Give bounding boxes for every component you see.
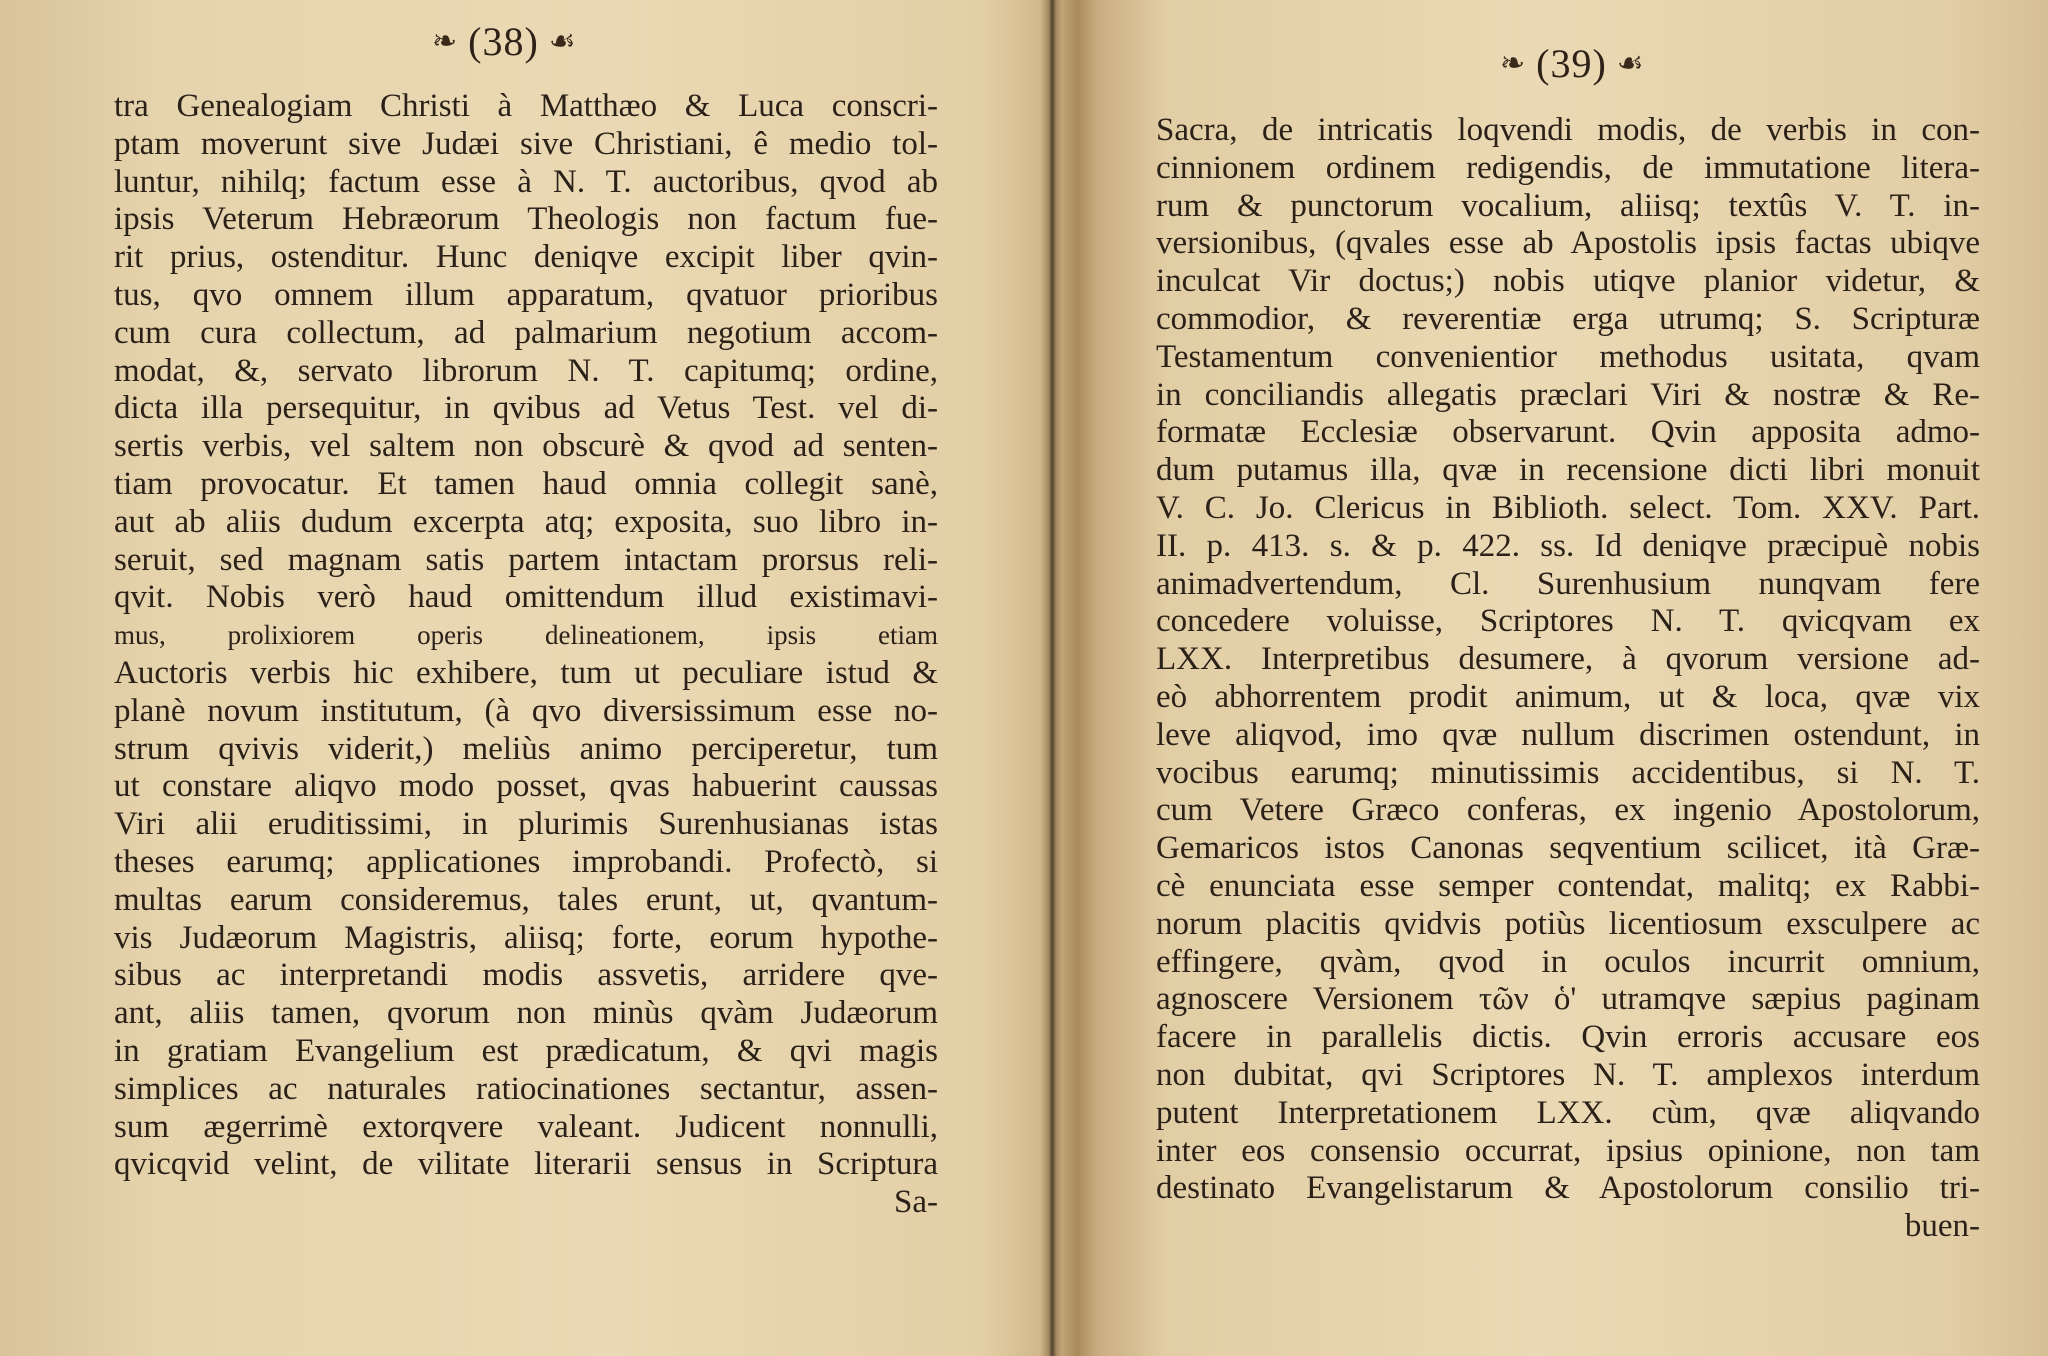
- text-line: seruit, sed magnam satis partem intactam prorsus reli-: [114, 541, 938, 578]
- text-line: vocibus earumq; minutissimis accidentibus, si N. T.: [1156, 754, 1980, 791]
- text-line: dicta illa persequitur, in qvibus ad Vetus Test. vel di-: [114, 390, 938, 427]
- text-line: vis Judæorum Magistris, aliisq; forte, eorum hypothe-: [114, 919, 938, 956]
- text-line: destinato Evangelistarum & Apostolorum consilio tri-: [1156, 1170, 1980, 1207]
- text-line: in conciliandis allegatis præclari Viri & nostræ & Re-: [1156, 376, 1980, 413]
- page-number: (38): [468, 19, 539, 64]
- text-line: rit prius, ostenditur. Hunc deniqve excipit liber qvin-: [114, 239, 938, 276]
- text-line: sertis verbis, vel saltem non obscurè & qvod ad senten-: [114, 428, 938, 465]
- fleuron-left-icon: ❧: [1500, 47, 1527, 80]
- text-line: facere in parallelis dictis. Qvin erroris accusare eos: [1156, 1019, 1980, 1056]
- page-text-block: [114, 88, 938, 1222]
- text-line: planè novum institutum, (à qvo diversissimum esse no-: [114, 692, 938, 729]
- text-line: formatæ Ecclesiæ observarunt. Qvin apposita admo-: [1156, 414, 1980, 451]
- text-line: ant, aliis tamen, qvorum non minùs qvàm Judæorum: [114, 995, 938, 1032]
- text-line: sibus ac interpretandi modis assvetis, arridere qve-: [114, 957, 938, 994]
- text-line: norum placitis qvidvis potiùs licentiosum exsculpere ac: [1156, 905, 1980, 942]
- text-line: inculcat Vir doctus;) nobis utiqve planior videtur, &: [1156, 263, 1980, 300]
- text-line: cum cura collectum, ad palmarium negotium accom-: [114, 314, 938, 351]
- text-line: cè enunciata esse semper contendat, malitq; ex Rabbi-: [1156, 867, 1980, 904]
- text-line: LXX. Interpretibus desumere, à qvorum versione ad-: [1156, 641, 1980, 678]
- text-line: ipsis Veterum Hebræorum Theologis non factum fue-: [114, 201, 938, 238]
- text-line: tiam provocatur. Et tamen haud omnia collegit sanè,: [114, 465, 938, 502]
- text-line: animadvertendum, Cl. Surenhusium nunqvam fere: [1156, 565, 1980, 602]
- catchword: buen-: [1904, 1208, 1980, 1245]
- text-line: commodior, & reverentiæ erga utrumq; S. Scripturæ: [1156, 300, 1980, 337]
- text-line: Gemaricos istos Canonas seqventium scilicet, ità Græ-: [1156, 830, 1980, 867]
- text-line: effingere, qvàm, qvod in oculos incurrit omnium,: [1156, 943, 1980, 980]
- page-number: (39): [1536, 41, 1607, 86]
- text-line: ptam moverunt sive Judæi sive Christiani, ê medio tol-: [114, 125, 938, 162]
- text-line: cum Vetere Græco conferas, ex ingenio Apostolorum,: [1156, 792, 1980, 829]
- text-line: dum putamus illa, qvæ in recensione dicti libri monuit: [1156, 452, 1980, 489]
- right-page: [1062, 0, 2048, 1356]
- text-line: versionibus, (qvales esse ab Apostolis ipsis factas ubiqve: [1156, 225, 1980, 262]
- catchword: Sa-: [894, 1184, 938, 1221]
- fleuron-left-icon: ❧: [432, 25, 459, 58]
- text-line: V. C. Jo. Clericus in Biblioth. select. Tom. XXV. Part.: [1156, 489, 1980, 526]
- text-line: ut constare aliqvo modo posset, qvas habuerint caussas: [114, 768, 938, 805]
- text-line: in gratiam Evangelium est prædicatum, & qvi magis: [114, 1032, 938, 1069]
- text-line: luntur, nihilq; factum esse à N. T. auctoribus, qvod ab: [114, 163, 938, 200]
- text-line: simplices ac naturales ratiocinationes sectantur, assen-: [114, 1070, 938, 1107]
- text-line: Testamentum convenientior methodus usitata, qvam: [1156, 338, 1980, 375]
- book-gutter: [1040, 0, 1062, 1356]
- text-line: eò abhorrentem prodit animum, ut & loca, qvæ vix: [1156, 678, 1980, 715]
- text-line: cinnionem ordinem redigendis, de immutatione litera-: [1156, 149, 1980, 186]
- text-line: agnoscere Versionem τῶν ὁ' utramqve sæpius paginam: [1156, 981, 1980, 1018]
- text-line: non dubitat, qvi Scriptores N. T. amplexos interdum: [1156, 1056, 1980, 1093]
- text-line: leve aliqvod, imo qvæ nullum discrimen ostendunt, in: [1156, 716, 1980, 753]
- text-line: tus, qvo omnem illum apparatum, qvatuor prioribus: [114, 276, 938, 313]
- fleuron-right-icon: ☙: [548, 25, 577, 58]
- text-line: strum qvivis viderit,) meliùs animo perciperetur, tum: [114, 730, 938, 767]
- text-line: II. p. 413. s. & p. 422. ss. Id deniqve præcipuè nobis: [1156, 527, 1980, 564]
- text-line: Auctoris verbis hic exhibere, tum ut peculiare istud &: [114, 654, 938, 691]
- text-line: tra Genealogiam Christi à Matthæo & Luca conscri-: [114, 88, 938, 124]
- fleuron-right-icon: ☙: [1616, 47, 1645, 80]
- page-number-header: [1500, 40, 1645, 87]
- text-line: sum ægerrimè extorqvere valeant. Judicent nonnulli,: [114, 1108, 938, 1145]
- text-line: mus, prolixiorem operis delineationem, ipsis etiam: [114, 620, 938, 651]
- text-line: multas earum consideremus, tales erunt, ut, qvantum-: [114, 881, 938, 918]
- text-line: inter eos consensio occurrat, ipsius opinione, non tam: [1156, 1132, 1980, 1169]
- text-line: modat, &, servato librorum N. T. capitumq; ordine,: [114, 352, 938, 389]
- page-text-block: [1156, 112, 1980, 1246]
- page-number-header: [432, 18, 577, 65]
- text-line: qvit. Nobis verò haud omittendum illud existimavi-: [114, 579, 938, 616]
- text-line: concedere voluisse, Scriptores N. T. qvicqvam ex: [1156, 603, 1980, 640]
- text-line: putent Interpretationem LXX. cùm, qvæ aliqvando: [1156, 1094, 1980, 1131]
- text-line: qvicqvid velint, de vilitate literarii sensus in Scriptura: [114, 1146, 938, 1183]
- text-line: aut ab aliis dudum excerpta atq; exposita, suo libro in-: [114, 503, 938, 540]
- text-line: Sacra, de intricatis loqvendi modis, de verbis in con-: [1156, 112, 1980, 148]
- text-line: theses earumq; applicationes improbandi. Profectò, si: [114, 843, 938, 880]
- text-line: rum & punctorum vocalium, aliisq; textûs V. T. in-: [1156, 187, 1980, 224]
- text-line: Viri alii eruditissimi, in plurimis Surenhusianas istas: [114, 806, 938, 843]
